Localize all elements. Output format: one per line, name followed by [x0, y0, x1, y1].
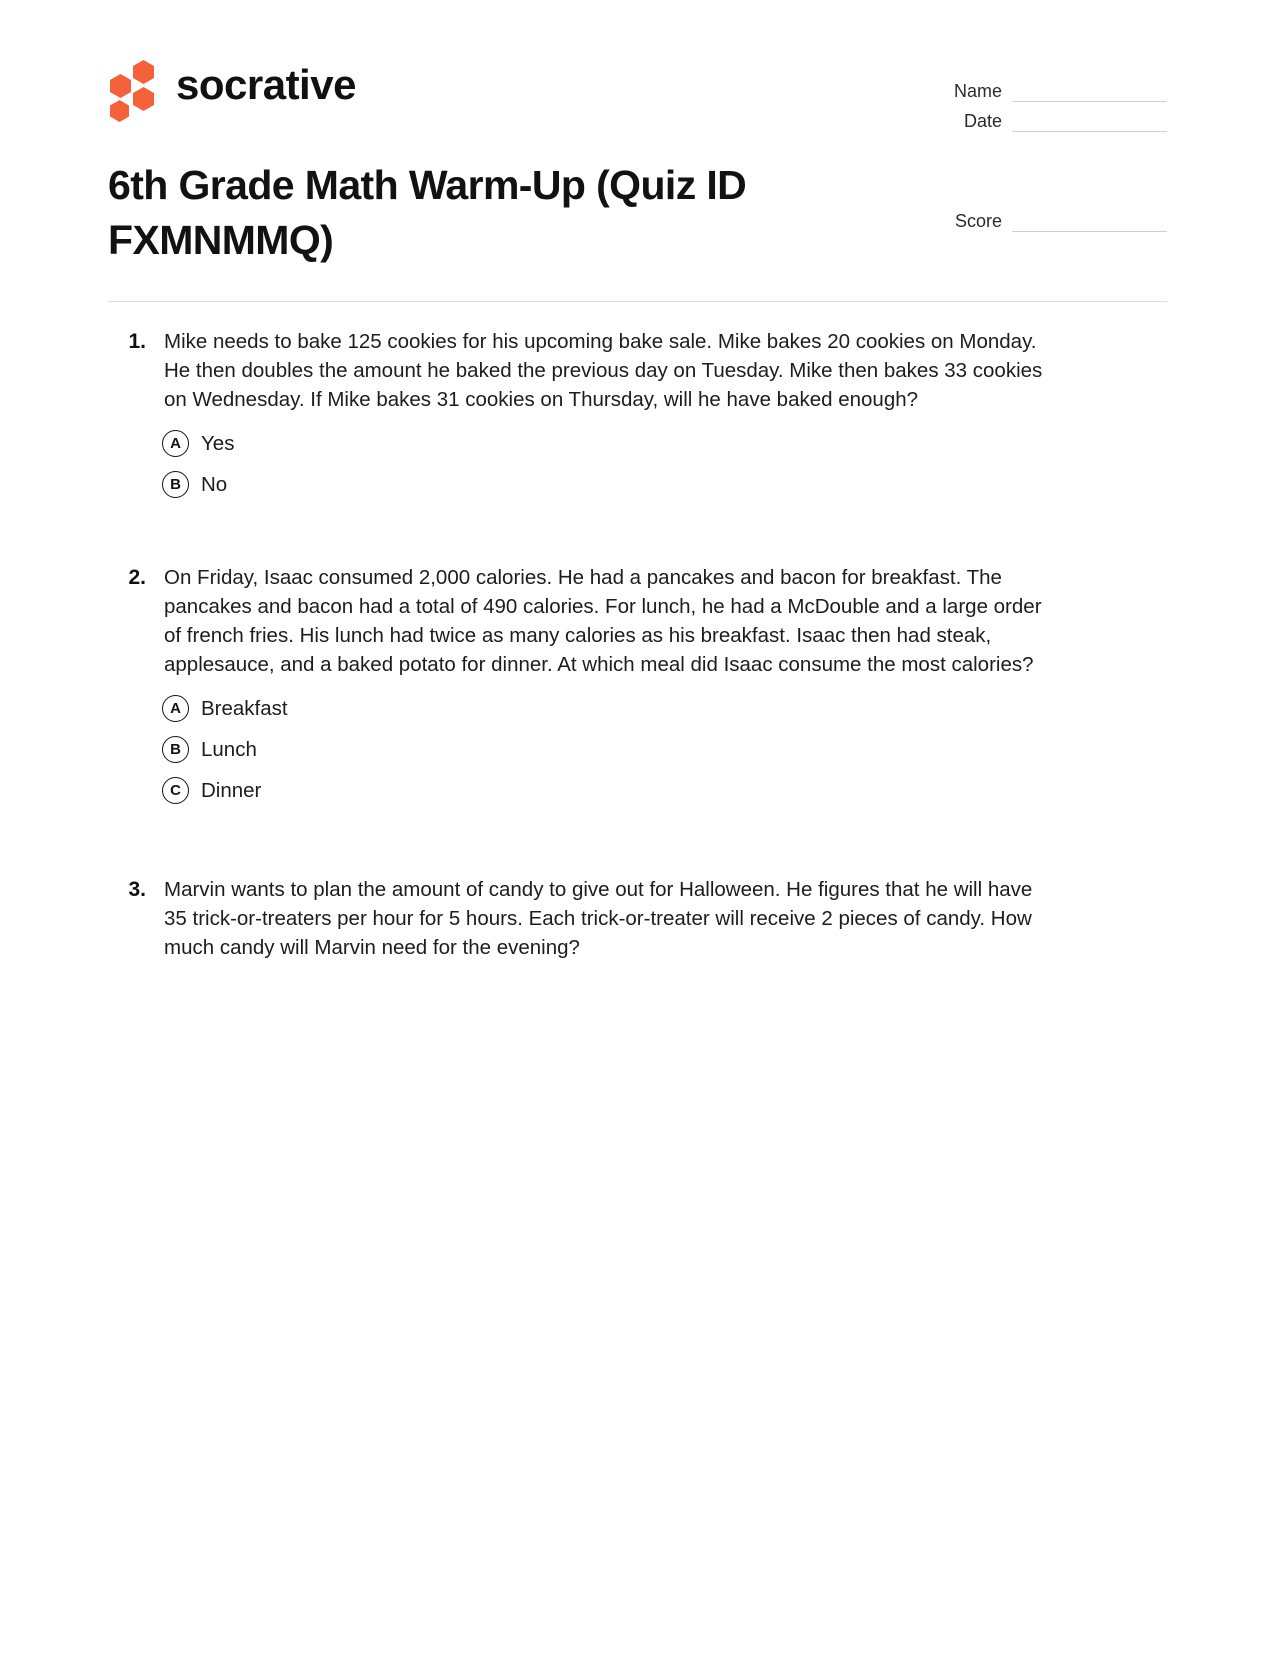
score-field-row	[932, 202, 1167, 232]
hexagon-icon-top-right	[133, 60, 154, 84]
student-info-fields	[932, 72, 1167, 232]
choice-label: Yes	[201, 432, 235, 455]
choice-label: Breakfast	[201, 697, 288, 720]
header-divider	[108, 301, 1167, 302]
questions-list	[0, 327, 1275, 962]
score-label: Score	[954, 211, 1002, 231]
choice-label: Dinner	[201, 779, 262, 802]
question-heading	[108, 327, 1167, 414]
hexagon-icon-bottom-left	[110, 100, 129, 122]
choice-bubble-b[interactable]: B	[162, 736, 189, 763]
date-field-row	[932, 102, 1167, 132]
name-label: Name	[953, 81, 1002, 101]
question-heading	[108, 875, 1167, 962]
brand-wordmark: socrative	[176, 61, 356, 108]
name-field-row	[932, 72, 1167, 102]
question-text: Mike needs to bake 125 cookies for his upcoming bake sale. Mike bakes 20 cookies on Monday. He then doubles the amount he baked the previous day on Tuesday. Mike then bakes 33 cookies on Wednesday. If Mike bakes 31 cookies on Thursday, will he have baked enough?	[164, 330, 1043, 411]
question-number: 1.	[128, 330, 146, 353]
question-item	[108, 327, 1167, 505]
question-number: 2.	[128, 566, 146, 589]
answer-choice[interactable]	[108, 688, 1167, 729]
answer-choice[interactable]	[108, 770, 1167, 811]
choice-label: Lunch	[201, 738, 257, 761]
question-item	[108, 875, 1167, 962]
choice-bubble-b[interactable]: B	[162, 471, 189, 498]
answer-choices	[108, 423, 1167, 505]
answer-choices	[108, 688, 1167, 811]
socrative-hexagon-mark-icon	[108, 59, 160, 115]
answer-choice[interactable]	[108, 423, 1167, 464]
choice-bubble-a[interactable]: A	[162, 430, 189, 457]
answer-choice[interactable]	[108, 464, 1167, 505]
question-text: Marvin wants to plan the amount of candy to give out for Halloween. He figures that he will have 35 trick-or-treaters per hour for 5 hours. Each trick-or-treater will receive 2 pieces of candy. How much candy will Marvin need for the evening?	[164, 878, 1033, 959]
hexagon-icon-middle-right	[133, 87, 154, 111]
hexagon-icon-middle-left	[110, 74, 131, 98]
question-item	[108, 563, 1167, 811]
choice-label: No	[201, 473, 228, 496]
worksheet-header	[0, 0, 1275, 300]
choice-bubble-a[interactable]: A	[162, 695, 189, 722]
date-input-line[interactable]	[1012, 110, 1167, 132]
name-input-line[interactable]	[1012, 80, 1167, 102]
page-title: 6th Grade Math Warm-Up (Quiz ID FXMNMMQ)	[108, 162, 747, 263]
question-number: 3.	[128, 878, 146, 901]
choice-bubble-c[interactable]: C	[162, 777, 189, 804]
question-heading	[108, 563, 1167, 679]
date-label: Date	[963, 111, 1002, 131]
question-text: On Friday, Isaac consumed 2,000 calories. He had a pancakes and bacon for breakfast. The pancakes and bacon had a total of 490 calories. For lunch, he had a McDouble and a large order of french fries. His lunch had twice as many calories as his breakfast. Isaac then had steak, applesauce, and a baked potato for dinner. At which meal did Isaac consume the most calories?	[164, 566, 1042, 676]
score-input-line[interactable]	[1012, 210, 1167, 232]
answer-choice[interactable]	[108, 729, 1167, 770]
